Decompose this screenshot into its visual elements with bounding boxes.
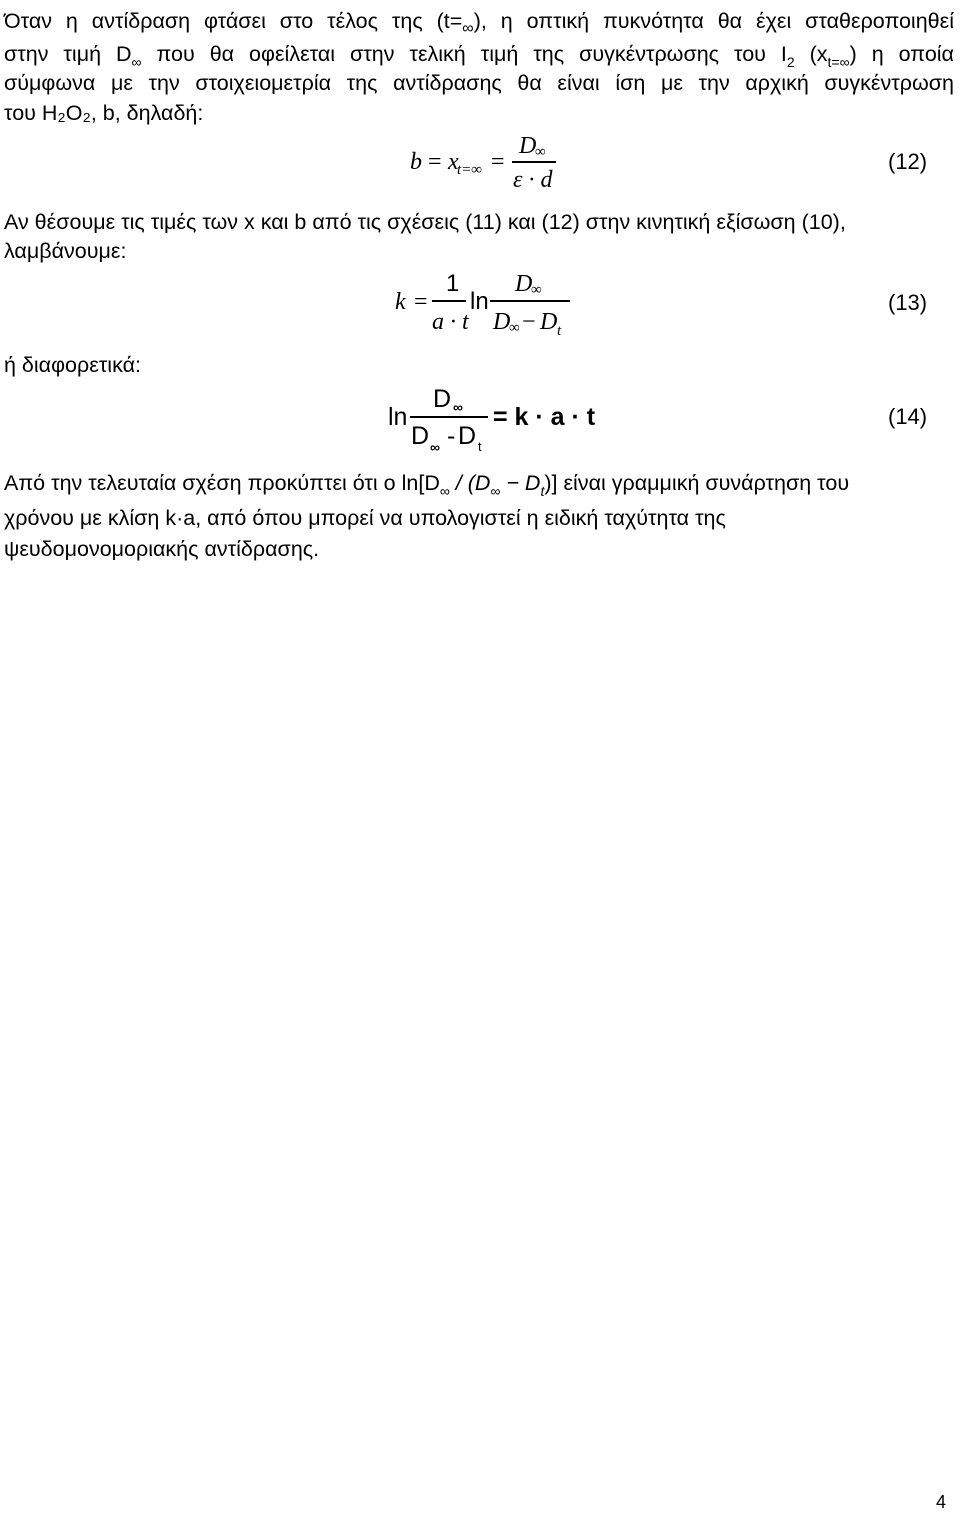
paragraph1-line3: σύμφωνα με την στοιχειομετρία της αντίδρασης θα είναι ίση με την αρχική συγκέντρωση bbox=[4, 71, 954, 95]
alternative-text: ή διαφορετικά: bbox=[4, 353, 141, 377]
eq14-numerator-sub: ∞ bbox=[453, 399, 463, 415]
eq12-numerator-sub: ∞ bbox=[535, 144, 546, 160]
text: στην τιμή D bbox=[4, 42, 132, 66]
eq13-fraction-bar-2 bbox=[490, 300, 570, 302]
paragraph3-line1 bbox=[4, 470, 954, 498]
paragraph2-line1: Αν θέσουμε τις τιμές των x και b από τις σχέσεις (11) και (12) στην κινητική εξίσωση (10), bbox=[4, 210, 846, 234]
paragraph3-line2: χρόνου με κλίση k·a, από όπου μπορεί να υπολογιστεί η ειδική ταχύτητα της bbox=[4, 506, 726, 530]
eq12-number: (12) bbox=[888, 149, 928, 174]
text: Από την τελευταία σχέση προκύπτει ότι ο bbox=[4, 471, 402, 495]
eq12-equals: = bbox=[428, 149, 442, 175]
t-subscript: t bbox=[540, 483, 545, 499]
paragraph1-line2 bbox=[4, 41, 954, 69]
text: ) η οποία bbox=[849, 42, 954, 66]
eq14-number: (14) bbox=[888, 404, 928, 429]
eq13-den1: a · t bbox=[432, 309, 469, 335]
infinity-subscript: ∞ bbox=[131, 54, 142, 70]
eq13-number: (13) bbox=[888, 290, 928, 315]
eq12-equals-2: = bbox=[491, 149, 505, 175]
text: (x bbox=[794, 42, 828, 66]
eq12-x-subscript: t=∞ bbox=[457, 162, 482, 178]
eq13-fraction-bar-1 bbox=[432, 300, 466, 302]
eq13-den2-a-sub: ∞ bbox=[509, 320, 520, 336]
eq12-numerator: D bbox=[519, 133, 537, 159]
eq13-num2-sub: ∞ bbox=[531, 282, 542, 298]
eq13-den2-b-sub: t bbox=[557, 323, 562, 339]
eq14-den-b-sub: t bbox=[478, 439, 482, 454]
eq13-equals: = bbox=[414, 289, 428, 315]
paragraph2-line2: λαμβάνουμε: bbox=[4, 239, 127, 263]
eq14-fraction-bar bbox=[410, 416, 488, 418]
eq12-fraction-bar bbox=[512, 161, 556, 163]
text: που θα οφείλεται στην τελική τιμή της συγκέντρωσης του I bbox=[141, 42, 787, 66]
eq14-den-a: D bbox=[411, 422, 430, 450]
paragraph3-line3: ψευδομονομοριακής αντίδρασης. bbox=[4, 537, 320, 561]
infinity-subscript: ∞ bbox=[490, 483, 501, 499]
eq13-num2: D bbox=[515, 271, 533, 297]
inline-math: )] bbox=[544, 471, 558, 495]
inline-math: − D bbox=[500, 471, 541, 495]
eq13-ln: ln bbox=[470, 288, 489, 315]
eq12-x: x bbox=[448, 149, 459, 175]
eq13-den2-minus: − bbox=[522, 309, 536, 335]
subscript-t-inf: t=∞ bbox=[827, 54, 850, 70]
infinity-subscript: ∞ bbox=[439, 483, 450, 499]
eq12-b: b bbox=[410, 149, 422, 175]
eq14-den-minus: - bbox=[447, 422, 456, 450]
eq13-den2-a: D bbox=[493, 309, 511, 335]
eq13-k: k bbox=[395, 289, 406, 315]
inline-math-ln: ln[D bbox=[401, 471, 440, 495]
text: ), η οπτική πυκνότητα θα έχει σταθεροποιηθεί bbox=[473, 9, 954, 33]
text: είναι γραμμική συνάρτηση του bbox=[557, 471, 850, 495]
page-number: 4 bbox=[936, 1492, 947, 1512]
eq14-den-b: D bbox=[458, 422, 477, 450]
paragraph1-line4: του H₂O₂, b, δηλαδή: bbox=[4, 101, 204, 125]
inline-math: / (D bbox=[449, 471, 491, 495]
paragraph1-line1 bbox=[4, 8, 954, 37]
eq14-numerator: D bbox=[433, 385, 452, 413]
infinity-symbol: ∞ bbox=[462, 20, 474, 37]
eq12-denominator: ε · d bbox=[513, 167, 553, 193]
eq14-den-a-sub: ∞ bbox=[430, 439, 440, 455]
eq13-num1: 1 bbox=[446, 270, 460, 297]
eq14-rhs: = k · a · t bbox=[493, 403, 596, 431]
text: Όταν η αντίδραση φτάσει στο τέλος της (t= bbox=[4, 9, 463, 33]
eq14-ln: ln bbox=[388, 403, 408, 431]
subscript-2: 2 bbox=[786, 54, 795, 70]
eq13-den2-b: D bbox=[540, 309, 558, 335]
